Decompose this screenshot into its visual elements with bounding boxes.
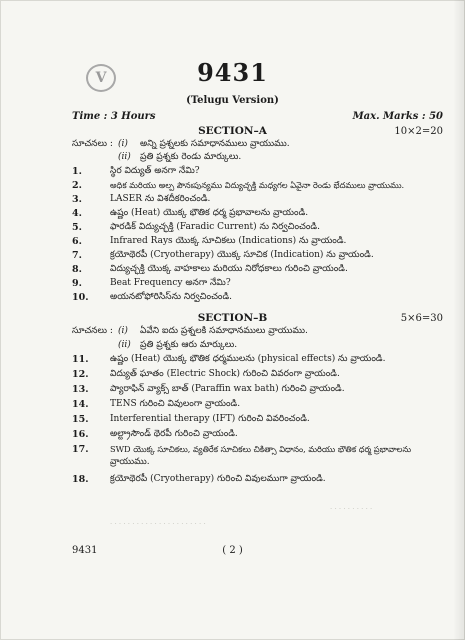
question-text: విద్యుత్ ఘాతం (Electric Shock) గురించి వివరంగా వ్రాయండి. [110, 369, 340, 379]
section-b-note-ii-text: ప్రతి ప్రశ్నకు ఆరు మార్కులు. [140, 340, 238, 350]
question-text: SWD యొక్క సూచికలు, వ్యతిరేక సూచికలు చికిత్సా విధానం, మరియు భౌతిక ధర్మ ప్రభావాలను [110, 444, 412, 454]
question-text: Interferential therapy (IFT) గురించి వివరించండి. [110, 414, 310, 424]
question-text: అల్ట్రాసౌండ్ థెరపీ గురించి వ్రాయండి. [110, 429, 238, 439]
question-number: 15. [72, 414, 89, 425]
seal-letter: V [95, 70, 107, 86]
question-number: 13. [72, 384, 89, 395]
question-number: 8. [72, 264, 82, 275]
question-number: 9. [72, 278, 82, 289]
question-text: అయనటోఫోరిసిస్‌ను నిర్వచించండి. [110, 292, 233, 302]
question-text: Infrared Rays యొక్క సూచికలు (Indications) ను వ్రాయండి. [110, 236, 347, 246]
section-b-note-i-text: ఏవేని ఐదు ప్రశ్నలకి సమాధానములు వ్రాయుము. [140, 326, 308, 336]
question-number: 7. [72, 250, 82, 261]
question-number: 4. [72, 208, 82, 219]
question-number: 3. [72, 194, 82, 205]
question-text: TENS గురించి వివులంగా వ్రాయండి. [110, 399, 241, 409]
section-a-marks: 10×2=20 [394, 126, 443, 137]
max-marks-label: Max. Marks : 50 [352, 111, 443, 122]
bleed-through-text: · · · · · · · · · · [330, 505, 373, 513]
question-number: 16. [72, 429, 89, 440]
section-b-note-label: సూచనలు : [72, 326, 113, 336]
question-number: 1. [72, 166, 82, 177]
question-text: అధిక మరియు అల్ప పౌనఃపున్యము విద్యుచ్ఛక్తి మధ్యగల ఏవైనా రెండు భేదములు వ్రాయుము. [110, 180, 405, 190]
section-a-note-ii-text: ప్రతి ప్రశ్నకు రెండు మార్కులు. [140, 152, 242, 162]
question-number: 5. [72, 222, 82, 233]
footer-paper-code: 9431 [72, 545, 98, 556]
paper-code-title: 9431 [197, 58, 268, 87]
section-a-note-label: సూచనలు : [72, 139, 113, 149]
question-text: ఉష్ణం (Heat) యొక్క భౌతిక ధర్మములను (physical effects) ను వ్రాయండి. [110, 354, 386, 364]
section-a-note-i-label: (i) [118, 139, 128, 149]
question-number: 10. [72, 292, 89, 303]
question-number: 6. [72, 236, 82, 247]
question-number: 11. [72, 354, 89, 365]
bleed-through-text: · · · · · · · · · · · · · · · · · · · · · · [110, 520, 206, 528]
question-text: క్రయోథెరపీ (Cryotherapy) యొక్క సూచిక (Indication) ను వ్రాయండి. [110, 250, 374, 260]
section-a-note-i-text: అన్ని ప్రశ్నలకు సమాధానములు వ్రాయుము. [140, 139, 290, 149]
section-b-title: SECTION–B [197, 312, 268, 324]
time-label: Time : 3 Hours [72, 111, 156, 122]
question-text-continued: వ్రాయుము. [110, 457, 150, 467]
question-text: Beat Frequency అనగా నేమి? [110, 278, 231, 288]
section-a-note-ii-label: (ii) [118, 152, 131, 162]
question-text: ఉష్ణం (Heat) యొక్క భౌతిక ధర్మ ప్రభావాలను వ్రాయండి. [110, 208, 309, 218]
question-text: స్థిర విద్యుత్ అనగా నేమి? [110, 166, 200, 176]
section-b-note-i-label: (i) [118, 326, 128, 336]
section-b-note-ii-label: (ii) [118, 340, 131, 350]
question-number: 17. [72, 444, 89, 455]
footer-page-number: ( 2 ) [222, 545, 243, 556]
question-number: 2. [72, 180, 82, 191]
question-number: 12. [72, 369, 89, 380]
question-number: 14. [72, 399, 89, 410]
question-text: ఫారడిక్ విద్యుచ్ఛక్తి (Faradic Current) ను నిర్వచించండి. [110, 222, 320, 232]
question-text: విద్యుచ్ఛక్తి యొక్క వాహకాలు మరియు నిరోధకాలు గురించి వ్రాయండి. [110, 264, 348, 274]
question-text: LASER ను విశదీకరించండి. [110, 194, 211, 204]
question-text: క్రయోథెరపీ (Cryotherapy) గురించి వివులముగా వ్రాయండి. [110, 474, 326, 484]
version-label: (Telugu Version) [186, 95, 279, 106]
question-number: 18. [72, 474, 89, 485]
section-a-title: SECTION–A [198, 125, 267, 137]
section-b-marks: 5×6=30 [400, 313, 443, 324]
question-text: ప్యారాఫిన్ వ్యాక్స్ బాత్ (Paraffin wax bath) గురించి వ్రాయండి. [110, 384, 345, 394]
